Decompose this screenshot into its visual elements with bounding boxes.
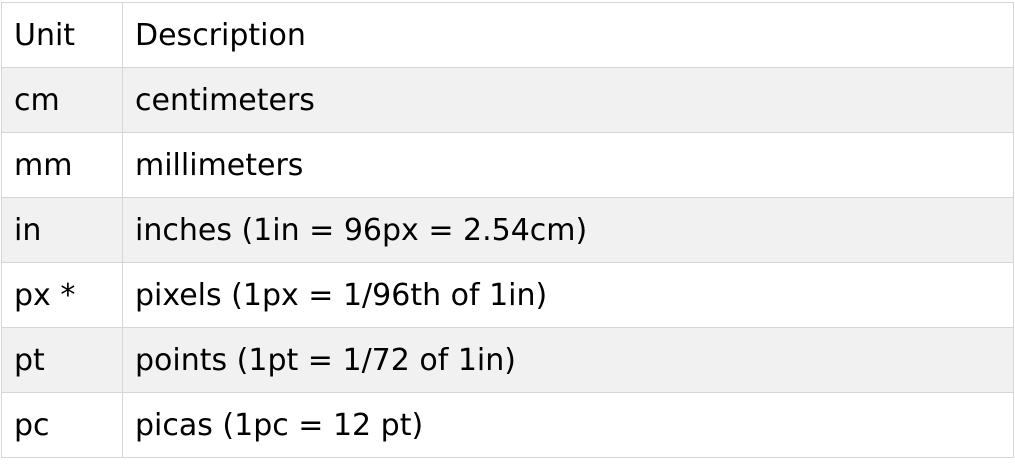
table-row bbox=[2, 263, 1014, 328]
header-description: Description bbox=[123, 3, 1014, 68]
unit-cell: cm bbox=[2, 68, 123, 133]
table-header-row bbox=[2, 3, 1014, 68]
table-row bbox=[2, 68, 1014, 133]
header-unit: Unit bbox=[2, 3, 123, 68]
table-row bbox=[2, 393, 1014, 458]
description-cell: points (1pt = 1/72 of 1in) bbox=[123, 328, 1014, 393]
unit-cell: px * bbox=[2, 263, 123, 328]
unit-cell: in bbox=[2, 198, 123, 263]
description-cell: picas (1pc = 12 pt) bbox=[123, 393, 1014, 458]
units-table bbox=[1, 2, 1014, 458]
description-cell: inches (1in = 96px = 2.54cm) bbox=[123, 198, 1014, 263]
description-cell: millimeters bbox=[123, 133, 1014, 198]
unit-cell: pc bbox=[2, 393, 123, 458]
table-row bbox=[2, 198, 1014, 263]
unit-cell: mm bbox=[2, 133, 123, 198]
unit-cell: pt bbox=[2, 328, 123, 393]
description-cell: centimeters bbox=[123, 68, 1014, 133]
table-row bbox=[2, 133, 1014, 198]
table-row bbox=[2, 328, 1014, 393]
description-cell: pixels (1px = 1/96th of 1in) bbox=[123, 263, 1014, 328]
